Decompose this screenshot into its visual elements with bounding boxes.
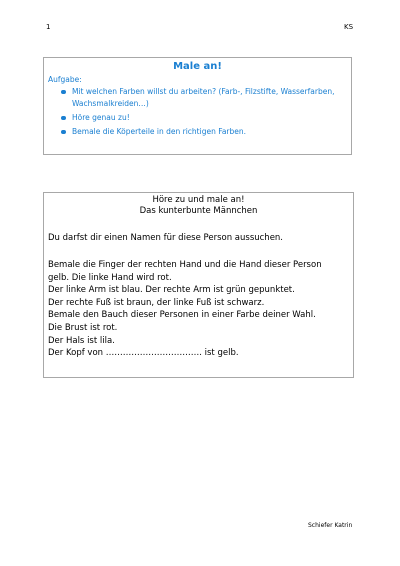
exercise-title: Höre zu und male an! — [152, 195, 245, 205]
page-number: 1 — [46, 23, 51, 31]
exercise-subtitle: Das kunterbunte Männchen — [139, 206, 258, 216]
listening-exercise-box — [43, 192, 354, 378]
instruction-line: Der linke Arm ist blau. Der rechte Arm ist grün gepunktet. — [48, 285, 295, 296]
task-item-colors: Mit welchen Farben willst du arbeiten? (Farb-, Filzstifte, Wasserfarben, Wachsmalkreiden…) — [58, 86, 343, 110]
author-initials: KS — [344, 23, 354, 31]
task-list — [58, 86, 343, 138]
task-item-paint: Bemale die Köperteile in den richtigen Farben. — [58, 126, 343, 138]
instruction-line: Der Hals ist lila. — [48, 335, 115, 346]
instruction-lines — [48, 259, 350, 360]
task-box — [43, 57, 352, 155]
instruction-line: gelb. Die linke Hand wird rot. — [48, 272, 172, 283]
instruction-line: Bemale die Finger der rechten Hand und die Hand dieser Person — [48, 260, 322, 270]
task-item-listen: Höre genau zu! — [58, 112, 343, 124]
task-label: Aufgabe: — [48, 75, 82, 84]
instruction-line: Der Kopf von ……………………………. ist gelb. — [48, 348, 239, 359]
task-title: Male an! — [173, 61, 222, 72]
instruction-line: Bemale den Bauch dieser Personen in einer Farbe deiner Wahl. — [48, 310, 316, 321]
instruction-line: Die Brust ist rot. — [48, 322, 118, 333]
instruction-line: Der rechte Fuß ist braun, der linke Fuß ist schwarz. — [48, 297, 265, 308]
footer-author: Schiefer Katrin — [308, 522, 353, 529]
exercise-intro: Du darfst dir einen Namen für diese Person aussuchen. — [48, 233, 284, 243]
